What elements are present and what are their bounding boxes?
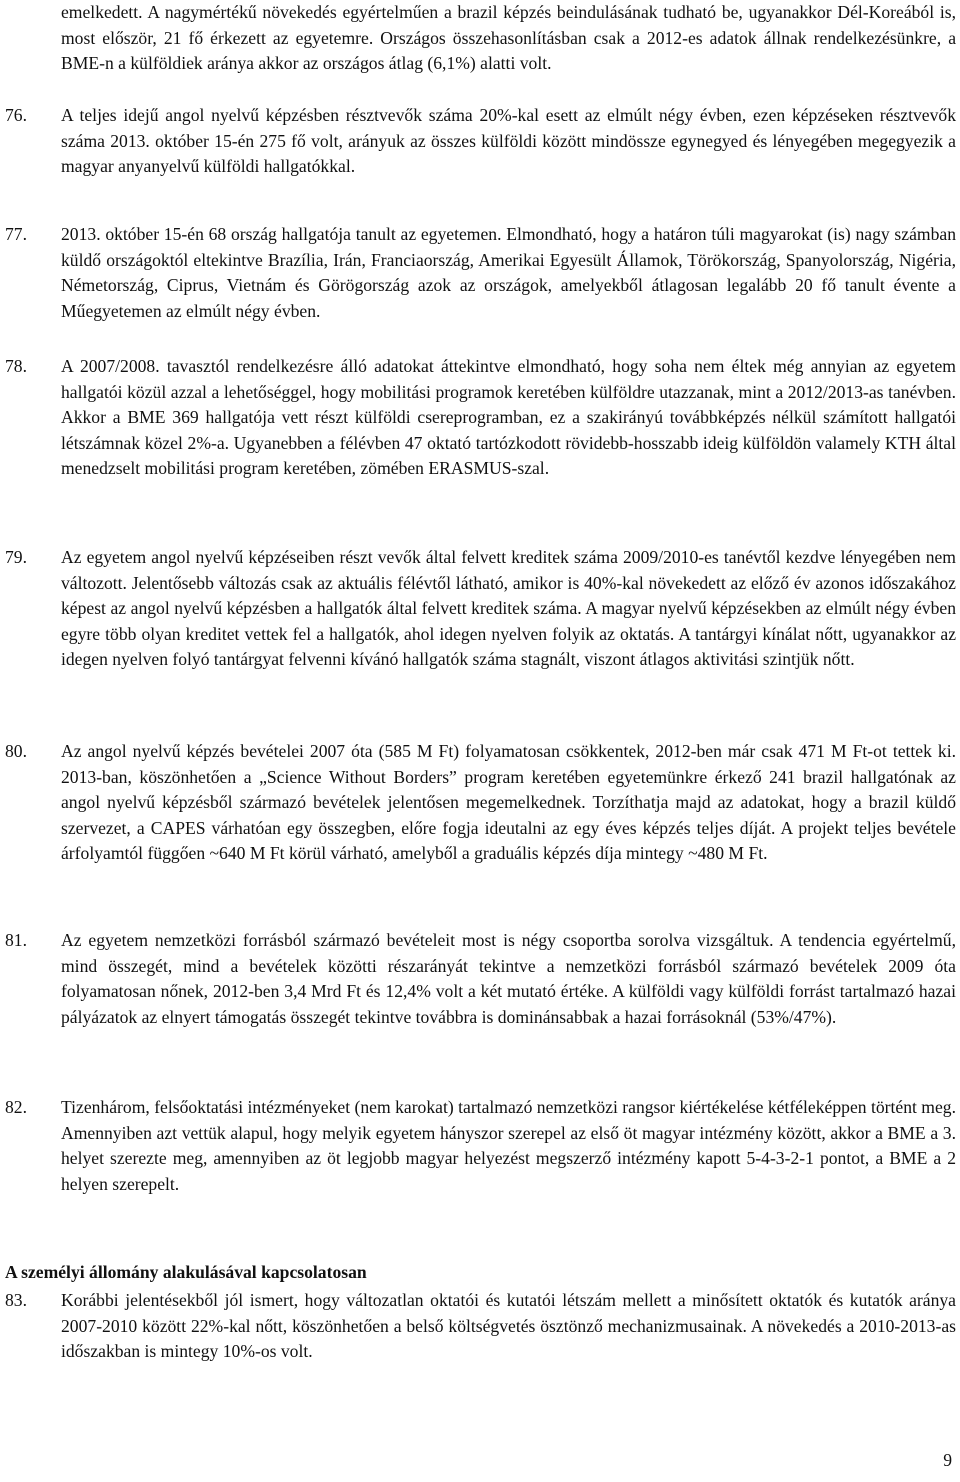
item-text: Az egyetem angol nyelvű képzéseiben részt vevők által felvett kreditek száma 2009/2010-es tanévtől kezdve lényegében nem változott. Jelentősebb változás csak az aktuális félévtől látható, amikor is 40%-kal növekedett az előző év azonos időszakához képest az angol nyelvű képzésben a hallgatók által felvett kreditek száma. A magyar nyelvű képzésekben az elmúlt négy évben egyre több olyan kreditet vettek fel a hallgatók, ahol idegen nyelven folyik az oktatás. A tantárgyi kínálat nőtt, ugyanakkor az idegen nyelven folyó tantárgyat felvenni kívánó hallgatók száma stagnált, viszont átlagos aktivitási szintjük nőtt. xyxy=(61,547,956,669)
section-heading: A személyi állomány alakulásával kapcsolatosan xyxy=(5,1262,367,1282)
item-number: 82. xyxy=(5,1097,27,1117)
item-number: 81. xyxy=(5,930,27,950)
item-number: 80. xyxy=(5,741,27,761)
item-number: 79. xyxy=(5,547,27,567)
item-number: 78. xyxy=(5,356,27,376)
item-text: Tizenhárom, felsőoktatási intézményeket (nem karokat) tartalmazó nemzetközi rangsor kiértékelése kétféleképpen történt meg. Amennyiben azt vettük alapul, hogy melyik egyetem hányszor szerepel az első öt magyar intézmény között, akkor a BME a 3. helyet szerezte meg, amennyiben az öt legjobb magyar helyezést megszerző intézmény kapott 5-4-3-2-1 pontot, a BME a 2 helyen szerepelt. xyxy=(61,1097,956,1194)
item-number: 83. xyxy=(5,1290,27,1310)
item-number: 76. xyxy=(5,105,27,125)
item-text: Korábbi jelentésekből jól ismert, hogy változatlan oktatói és kutatói létszám mellett a minősített oktatók és kutatók aránya 2007-2010 között 22%-kal nőtt, köszönhetően a belső költségvetés ösztönző mechanizmusainak. A növekedés a 2010-2013-as időszakban is mintegy 10%-os volt. xyxy=(61,1290,956,1361)
intro-paragraph: emelkedett. A nagymértékű növekedés egyértelműen a brazil képzés beindulásának tudható be, ugyanakkor Dél-Koreából is, most először, 21 fő érkezett az egyetemre. Országos összehasonlításban csak a 2012-es adatok állnak rendelkezésünkre, a BME-n a külföldiek aránya akkor az országos átlag (6,1%) alatti volt. xyxy=(61,2,956,73)
page-number: 9 xyxy=(943,1450,952,1470)
item-text: 2013. október 15-én 68 ország hallgatója tanult az egyetemen. Elmondható, hogy a határon túli magyarokat (is) nagy számban küldő országoktól eltekintve Brazília, Irán, Franciaország, Amerikai Egyesült Államok, Törökország, Spanyolország, Nigéria, Németország, Ciprus, Vietnám és Görögország azok az országok, amelyekből átlagosan legalább 20 fő tanult évente a Műegyetemen az elmúlt négy évben. xyxy=(61,224,956,321)
item-text: Az egyetem nemzetközi forrásból származó bevételeit most is négy csoportba sorolva vizsgáltuk. A tendencia egyértelmű, mind összegét, mind a bevételek közötti részarányát tekintve a nemzetközi forrásból származó bevételek 2009 óta folyamatosan nőnek, 2012-ben 3,4 Mrd Ft és 12,4% volt a két mutató értéke. A külföldi vagy külföldi forrást tartalmazó hazai pályázatok az elnyert támogatás összegét tekintve továbbra is dominánsabbak a hazai forrásoknál (53%/47%). xyxy=(61,930,956,1027)
item-text: A teljes idejű angol nyelvű képzésben résztvevők száma 20%-kal esett az elmúlt négy évben, ezen képzéseken résztvevők száma 2013. október 15-én 275 fő volt, arányuk az összes külföldi között mindössze egynegyed és lényegében megegyezik a magyar anyanyelvű külföldi hallgatókkal. xyxy=(61,105,956,176)
item-text: Az angol nyelvű képzés bevételei 2007 óta (585 M Ft) folyamatosan csökkentek, 2012-ben már csak 471 M Ft-ot tettek ki. 2013-ban, köszönhetően a „Science Without Borders” program keretében egyetemünkre érkező 241 brazil hallgatónak az angol nyelvű képzésből származó bevételek jelentősen megemelkednek. Torzíthatja majd az adatokat, hogy a brazil küldő szervezet, a CAPES várhatóan egy összegben, előre fogja ideutalni az egy éves képzés teljes díját. A projekt teljes bevétele árfolyamtól függően ~640 M Ft körül várható, amelyből a graduális képzés díja mintegy ~480 M Ft. xyxy=(61,741,956,863)
item-text: A 2007/2008. tavasztól rendelkezésre álló adatokat áttekintve elmondható, hogy soha nem éltek még annyian az egyetem hallgatói közül azzal a lehetőséggel, hogy mobilitási programok keretében külföldre utazzanak, mint a 2012/2013-as tanévben. Akkor a BME 369 hallgatója vett részt külföldi csereprogramban, ez a szakirányú továbbképzés nélkül számított hallgatói létszámnak közel 2%-a. Ugyanebben a félévben 47 oktató tartózkodott rövidebb-hosszabb ideig külföldön valamely KTH által menedzselt mobilitási program keretében, zömében ERASMUS-szal. xyxy=(61,356,956,478)
item-number: 77. xyxy=(5,224,27,244)
